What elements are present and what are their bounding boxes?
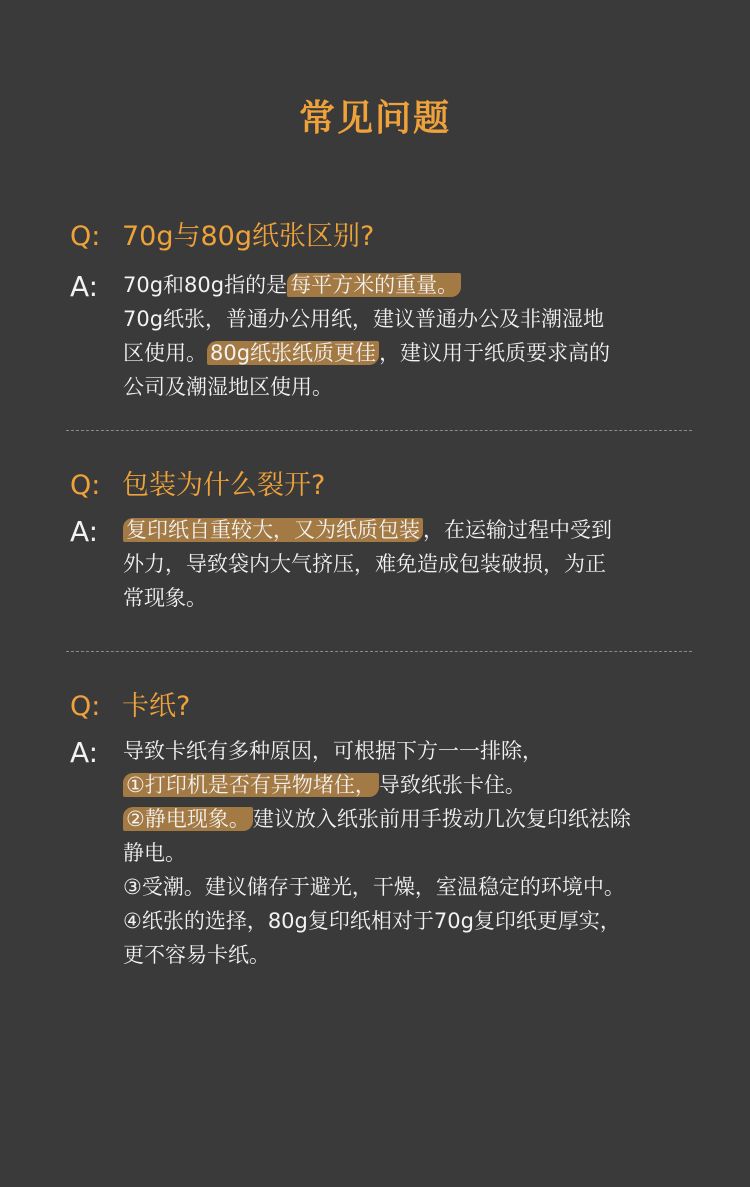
question-1 <box>70 214 374 253</box>
answer-line <box>123 802 683 836</box>
answer-text: 公司及潮湿地区使用。 <box>123 375 333 399</box>
q-mark: Q: <box>70 691 101 722</box>
answer-text: 区使用。 <box>123 341 207 365</box>
answer-text: ③受潮。建议储存于避光，干燥，室温稳定的环境中。 <box>123 875 625 899</box>
answer-text: 70g和80g指的是 <box>123 273 288 297</box>
highlighted-text: 每平方米的重量。 <box>287 273 461 297</box>
answer-text: ，建议用于纸质要求高的 <box>379 341 611 365</box>
answer-text: 更不容易卡纸。 <box>123 943 270 967</box>
page-title: 常见问题 <box>298 98 451 139</box>
answer-line <box>123 336 683 370</box>
a-mark: A: <box>70 515 99 548</box>
answer-line <box>123 836 683 870</box>
answer-text: 静电。 <box>123 841 186 865</box>
highlighted-text: ①打印机是否有异物堵住， <box>123 773 379 797</box>
answer-text: 外力，导致袋内大气挤压，难免造成包装破损，为正 <box>123 552 606 576</box>
highlighted-text: ②静电现象。 <box>123 807 253 831</box>
answer-line <box>123 870 683 904</box>
answer-line <box>123 513 683 547</box>
divider <box>66 651 692 652</box>
question-text: 卡纸? <box>122 691 191 722</box>
answer-line <box>123 370 683 404</box>
answer-text: 导致纸张卡住。 <box>378 773 526 797</box>
question-text: 70g与80g纸张区别? <box>122 221 375 252</box>
answer-text: 建议放入纸张前用手拨动几次复印纸祛除 <box>252 807 631 831</box>
answer-2 <box>123 513 683 615</box>
answer-text: ，在运输过程中受到 <box>423 518 612 542</box>
highlighted-text: 复印纸自重较大，又为纸质包装 <box>123 518 423 542</box>
answer-line <box>123 904 683 938</box>
answer-line <box>123 768 683 802</box>
answer-line <box>123 547 683 581</box>
answer-text: 常现象。 <box>123 586 207 610</box>
a-mark: A: <box>70 270 99 303</box>
answer-line <box>123 302 683 336</box>
answer-line <box>123 268 683 302</box>
answer-3 <box>123 734 683 972</box>
answer-line <box>123 734 683 768</box>
divider <box>66 430 692 431</box>
question-text: 包装为什么裂开? <box>122 470 326 501</box>
answer-text: ④纸张的选择，80g复印纸相对于70g复印纸更厚实， <box>123 909 621 933</box>
q-mark: Q: <box>70 221 101 252</box>
answer-1 <box>123 268 683 404</box>
question-3 <box>70 684 190 723</box>
answer-line <box>123 938 683 972</box>
answer-line <box>123 581 683 615</box>
answer-text: 70g纸张，普通办公用纸，建议普通办公及非潮湿地 <box>123 307 605 331</box>
answer-text: 导致卡纸有多种原因，可根据下方一一排除， <box>123 739 543 763</box>
a-mark: A: <box>70 736 99 769</box>
question-2 <box>70 463 325 502</box>
highlighted-text: 80g纸张纸质更佳 <box>207 341 379 365</box>
q-mark: Q: <box>70 470 101 501</box>
